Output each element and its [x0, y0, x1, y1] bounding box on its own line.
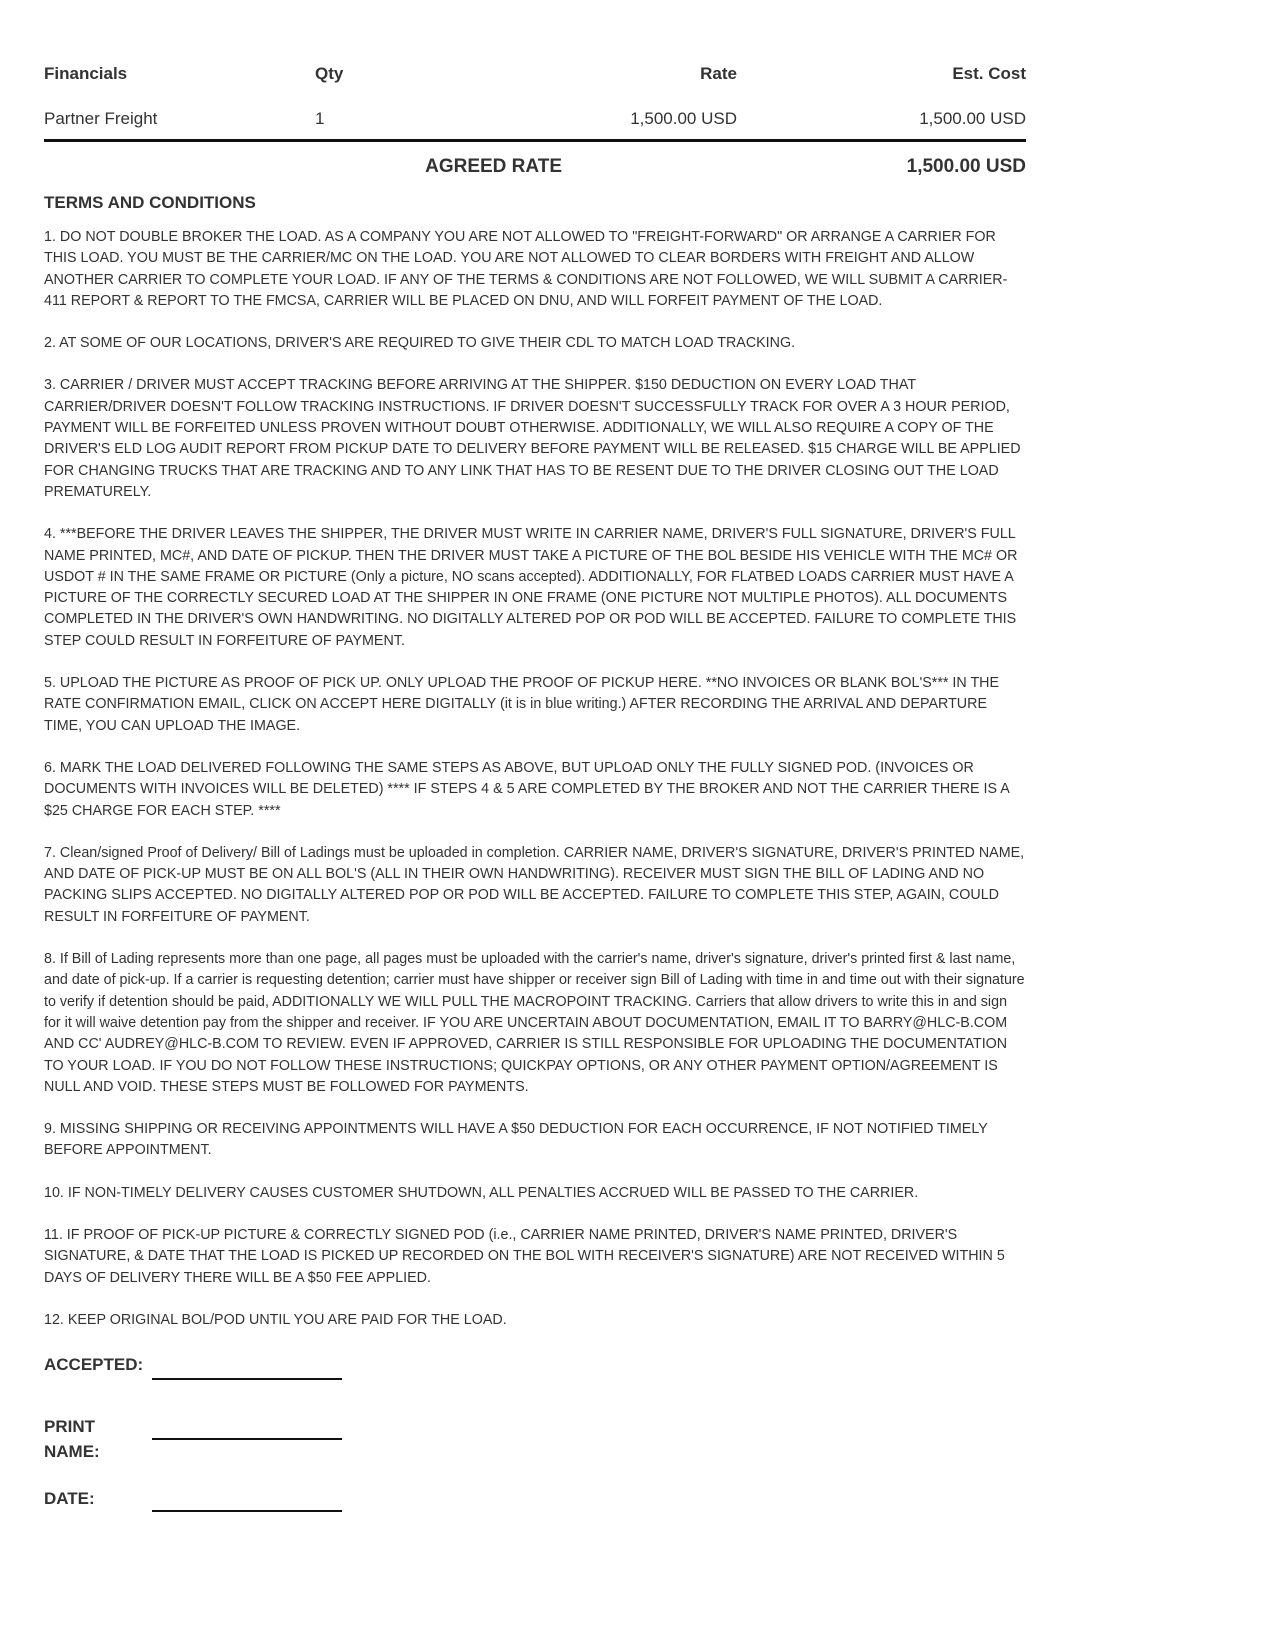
agreed-rate-row: [44, 142, 1026, 192]
accepted-signature-line[interactable]: [152, 1366, 342, 1380]
print-name-label: [44, 1414, 144, 1465]
date-line[interactable]: [152, 1500, 342, 1512]
qty-header: Qty: [315, 64, 344, 83]
term-item: 3. CARRIER / DRIVER MUST ACCEPT TRACKING BEFORE ARRIVING AT THE SHIPPER. $150 DEDUCTION ON EVERY LOAD THAT CARRIER/DRIVER DOESN'T FOLLOW TRACKING INSTRUCTIONS. IF DRIVER DOESN'T SUCCESSFULLY TRACK FOR OVER A 3 HOUR PERIOD, PAYMENT WILL BE FORFEITED UNLESS PROVEN WITHOUT DOUBT OTHERWISE. ADDITIONALLY, WE WILL ALSO REQUIRE A COPY OF THE DRIVER'S ELD LOG AUDIT REPORT FROM PICKUP DATE TO DELIVERY BEFORE PAYMENT WILL BE RELEASED. $15 CHARGE WILL BE APPLIED FOR CHANGING TRUCKS THAT ARE TRACKING AND TO ANY LINK THAT HAS TO BE RESENT DUE TO THE DRIVER CLOSING OUT THE LOAD PREMATURELY.: [44, 377, 1021, 500]
date-row: [44, 1486, 1026, 1526]
rate-cell: 1,500.00 USD: [415, 94, 737, 141]
financials-header: Financials: [44, 64, 128, 83]
term-item: 8. If Bill of Lading represents more than one page, all pages must be uploaded with the carrier's name, driver's signature, driver's printed first & last name, and date of pick-up. If a carrier is requesting detention; carrier must have shipper or receiver sign Bill of Lading with time in and time out with their signature to verify if detention should be paid, ADDITIONALLY WE WILL PULL THE MACROPOINT TRACKING. Carriers that allow drivers to write this in and sign for it will waive detention pay from the shipper and receiver. IF YOU ARE UNCERTAIN ABOUT DOCUMENTATION, EMAIL IT TO BARRY@HLC-B.COM AND CC' AUDREY@HLC-B.COM TO REVIEW. EVEN IF APPROVED, CARRIER IS STILL RESPONSIBLE FOR UPLOADING THE DOCUMENTATION TO YOUR LOAD. IF YOU DO NOT FOLLOW THESE INSTRUCTIONS; QUICKPAY OPTIONS, OR ANY OTHER PAYMENT OPTION/AGREEMENT IS NULL AND VOID. THESE STEPS MUST BE FOLLOWED FOR PAYMENTS.: [44, 951, 1025, 1095]
term-item: 4. ***BEFORE THE DRIVER LEAVES THE SHIPPER, THE DRIVER MUST WRITE IN CARRIER NAME, DRIVER'S FULL SIGNATURE, DRIVER'S FULL NAME PRINTED, MC#, AND DATE OF PICKUP. THEN THE DRIVER MUST TAKE A PICTURE OF THE BOL BESIDE HIS VEHICLE WITH THE MC# OR USDOT # IN THE SAME FRAME OR PICTURE (Only a picture, NO scans accepted). ADDITIONALLY, FOR FLATBED LOADS CARRIER MUST HAVE A PICTURE OF THE CORRECTLY SECURED LOAD AT THE SHIPPER IN ONE FRAME (ONE PICTURE NOT MULTIPLE PHOTOS). ALL DOCUMENTS COMPLETED IN THE DRIVER'S OWN HANDWRITING. NO DIGITALLY ALTERED POP OR POD WILL BE ACCEPTED. FAILURE TO COMPLETE THIS STEP COULD RESULT IN FORFEITURE OF PAYMENT.: [44, 526, 1018, 649]
term-item: 9. MISSING SHIPPING OR RECEIVING APPOINTMENTS WILL HAVE A $50 DEDUCTION FOR EACH OCCURRENCE, IF NOT NOTIFIED TIMELY BEFORE APPOINTMENT.: [44, 1121, 988, 1159]
agreed-rate-value: 1,500.00 USD: [906, 156, 1026, 177]
print-name-label-line-1: PRINT: [44, 1417, 95, 1437]
financials-header-row: [44, 60, 1026, 94]
term-item: 5. UPLOAD THE PICTURE AS PROOF OF PICK UP. ONLY UPLOAD THE PROOF OF PICKUP HERE. **NO INVOICES OR BLANK BOL'S*** IN THE RATE CONFIRMATION EMAIL, CLICK ON ACCEPT HERE DIGITALLY (it is in blue writing.) AFTER RECORDING THE ARRIVAL AND DEPARTURE TIME, YOU CAN UPLOAD THE IMAGE.: [44, 675, 1000, 734]
term-item: 12. KEEP ORIGINAL BOL/POD UNTIL YOU ARE PAID FOR THE LOAD.: [44, 1311, 507, 1328]
term-item: 10. IF NON-TIMELY DELIVERY CAUSES CUSTOMER SHUTDOWN, ALL PENALTIES ACCRUED WILL BE PASSED TO THE CARRIER.: [44, 1184, 919, 1201]
financials-table: [44, 60, 1026, 142]
term-item: 6. MARK THE LOAD DELIVERED FOLLOWING THE SAME STEPS AS ABOVE, BUT UPLOAD ONLY THE FULLY SIGNED POD. (INVOICES OR DOCUMENTS WITH INVOICES WILL BE DELETED) **** IF STEPS 4 & 5 ARE COMPLETED BY THE BROKER AND NOT THE CARRIER THERE IS A $25 CHARGE FOR EACH STEP. ****: [44, 759, 1009, 819]
print-name-label-line-2: NAME:: [44, 1442, 100, 1462]
date-label: DATE:: [44, 1489, 95, 1509]
term-item: 1. DO NOT DOUBLE BROKER THE LOAD. AS A COMPANY YOU ARE NOT ALLOWED TO "FREIGHT-FORWARD" OR ARRANGE A CARRIER FOR THIS LOAD. YOU MUST BE THE CARRIER/MC ON THE LOAD. YOU ARE NOT ALLOWED TO CLEAR BORDERS WITH FREIGHT AND ALLOW ANOTHER CARRIER TO COMPLETE YOUR LOAD. IF ANY OF THE TERMS & CONDITIONS ARE NOT FOLLOWED, WE WILL SUBMIT A CARRIER-411 REPORT & REPORT TO THE FMCSA, CARRIER WILL BE PLACED ON DNU, AND WILL FORFEIT PAYMENT OF THE LOAD.: [44, 229, 1008, 309]
terms-list: [44, 227, 1026, 1331]
rate-header: Rate: [700, 64, 737, 83]
qty-cell: 1: [315, 94, 415, 141]
terms-title: TERMS AND CONDITIONS: [44, 193, 256, 212]
term-item: 2. AT SOME OF OUR LOCATIONS, DRIVER'S ARE REQUIRED TO GIVE THEIR CDL TO MATCH LOAD TRACKING.: [44, 335, 796, 352]
est-cost-cell: 1,500.00 USD: [737, 94, 1026, 141]
table-row: [44, 94, 1026, 141]
print-name-line[interactable]: [152, 1428, 342, 1440]
accepted-label: ACCEPTED:: [44, 1355, 144, 1375]
print-name-row: [44, 1414, 1026, 1486]
term-item: 11. IF PROOF OF PICK-UP PICTURE & CORRECTLY SIGNED POD (i.e., CARRIER NAME PRINTED, DRIVER'S NAME PRINTED, DRIVER'S SIGNATURE, & DATE THAT THE LOAD IS PICKED UP RECORDED ON THE BOL WITH RECEIVER'S SIGNATURE) ARE NOT RECEIVED WITHIN 5 DAYS OF DELIVERY THERE WILL BE A $50 FEE APPLIED.: [44, 1226, 1005, 1286]
signature-block: [44, 1352, 1026, 1526]
accepted-row: [44, 1352, 1026, 1414]
item-name-cell: Partner Freight: [44, 94, 315, 141]
est-cost-header: Est. Cost: [952, 64, 1026, 83]
term-item: 7. Clean/signed Proof of Delivery/ Bill of Ladings must be uploaded in completion. CARRIER NAME, DRIVER'S SIGNATURE, DRIVER'S PRINTED NAME, AND DATE OF PICK-UP MUST BE ON ALL BOL'S (ALL IN THEIR OWN HANDWRITING). RECEIVER MUST SIGN THE BILL OF LADING AND NO PACKING SLIPS ACCEPTED. NO DIGITALLY ALTERED POP OR POD WILL BE ACCEPTED. FAILURE TO COMPLETE THIS STEP, AGAIN, COULD RESULT IN FORFEITURE OF PAYMENT.: [44, 844, 1025, 925]
rate-confirmation-page: [44, 0, 1026, 1526]
agreed-rate-label: AGREED RATE: [425, 156, 562, 177]
